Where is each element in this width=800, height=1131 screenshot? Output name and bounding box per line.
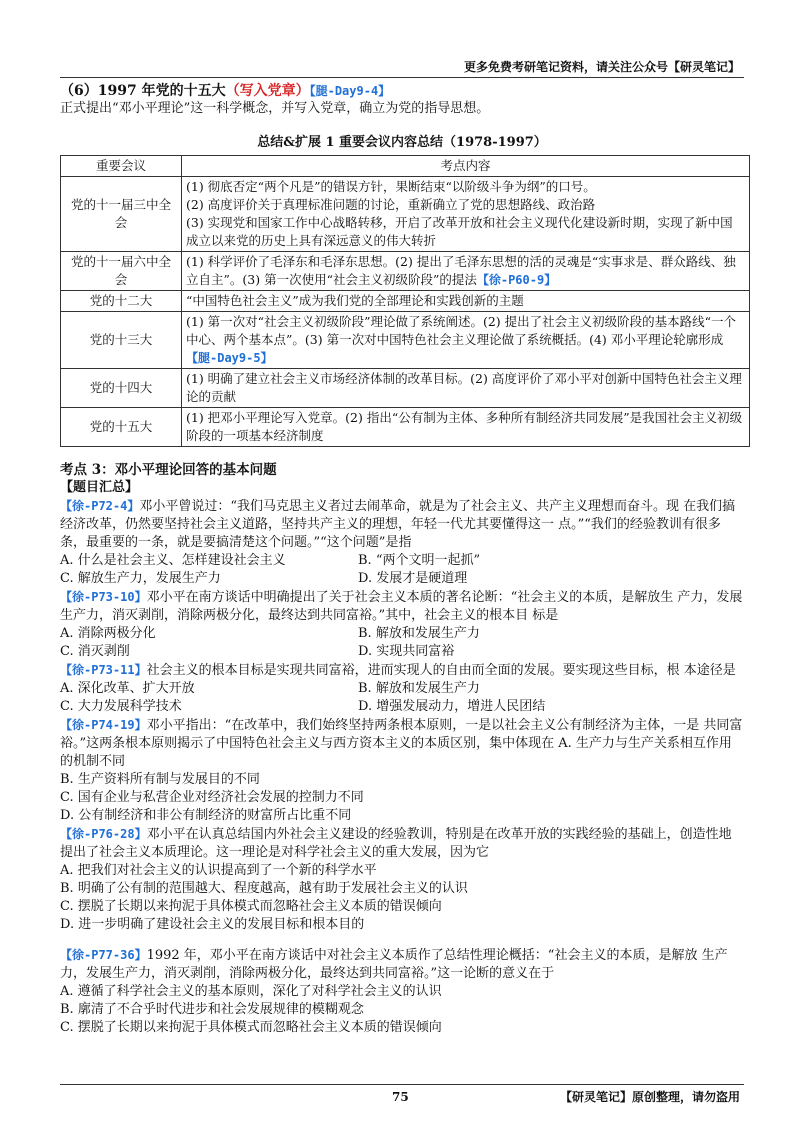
content-cell [182,252,750,291]
answer-option[interactable]: B. 廓清了不合乎时代进步和社会发展规律的模糊观念 [60,1002,364,1017]
question-item [60,497,744,588]
intro-body: 正式提出“邓小平理论”这一科学概念，并写入党章，确立为党的指导思想。 [60,101,490,116]
intro-title-tag: 【腿-Day9-4】 [309,84,391,98]
question-text: 社会主义的根本目标是实现共同富裕，进而实现人的自由而全面的发展。要实现这些目标，根 本途径是 [146,663,736,678]
answer-option[interactable]: C. 消灭剥削 [60,644,130,659]
meeting-cell: 党的十一届六中全会 [61,252,182,291]
question-stem [60,661,744,680]
question-stem [60,588,744,625]
answer-option[interactable]: B. “两个文明一起抓” [358,553,481,568]
page-header-note: 更多免费考研笔记资料，请关注公众号【研灵笔记】 [463,60,740,74]
meeting-cell: 党的十三大 [61,312,182,369]
answer-option[interactable]: A. 把我们对社会主义的认识提高到了一个新的科学水平 [60,863,377,878]
answer-option[interactable]: B. 解放和发展生产力 [358,681,480,696]
question-item [60,825,744,934]
content-line: (1) 明确了建立社会主义市场经济体制的改革目标。(2) 高度评价了邓小平对创新中国特色社会主义理论的贡献 [186,371,742,404]
question-tag: 【徐-P74-19】 [60,718,147,732]
intro-title-prefix: （6）1997 年党的十五大 [60,83,226,99]
source-tag: 【腿-Day9-5】 [186,351,273,365]
table-row [61,312,750,369]
section-subtitle: 【题目汇总】 [60,480,139,495]
meeting-cell: 党的十四大 [61,369,182,408]
question-text: 邓小平指出：“在改革中，我们始终坚持两条根本原则，一是以社会主义公有制经济为主体，一是 共同富裕。”这两条根本原则揭示了中国特色社会主义与西方资本主义的本质区别，集中体现在 A. 生产力与生产关系相互作用的机制不同 [60,718,743,769]
content-line: (1) 科学评价了毛泽东和毛泽东思想。(2) 提出了毛泽东思想的活的灵魂是“实事求是、群众路线、独立自主”。(3) 第一次使用“社会主义初级阶段”的提法 [186,254,736,287]
question-tag: 【徐-P73-10】 [60,590,147,604]
answer-option[interactable]: D. 公有制经济和非公有制经济的财富所占比重不同 [60,808,352,823]
section-title: 考点 3：邓小平理论回答的基本问题 [60,462,277,478]
table-row [61,408,750,447]
question-tag: 【徐-P77-36】 [60,948,147,962]
meetings-table [60,155,750,447]
content-line: (1) 把邓小平理论写入党章。(2) 指出“公有制为主体、多种所有制经济共同发展”是我国社会主义初级阶段的一项基本经济制度 [186,410,743,443]
question-tag: 【徐-P76-28】 [60,827,147,841]
table-title: 总结&扩展 1 重要会议内容总结（1978-1997） [257,135,547,150]
footer-note: 【研灵笔记】原创整理，请勿盗用 [559,1090,740,1104]
question-item [60,661,744,716]
option-row [60,552,744,570]
table-row [61,177,750,252]
content-cell [182,177,750,252]
option-row [60,643,744,661]
intro-title-red: （写入党章） [225,83,310,99]
question-stem [60,825,744,862]
question-item [60,946,744,1037]
answer-option[interactable]: A. 消除两极分化 [60,626,156,641]
question-text: 邓小平在认真总结国内外社会主义建设的经验教训，特别是在改革开放的实践经验的基础上，创造性地提出了社会主义本质理论。这一理论是对科学社会主义的重大发展，因为它 [60,827,732,860]
option-row [60,698,744,716]
content-line: (1) 第一次对“社会主义初级阶段”理论做了系统阐述。(2) 提出了社会主义初级阶段的基本路线“一个中心、两个基本点”。(3) 第一次对中国特色社会主义理论做了系统概括。(4) 邓小平理论轮廓形成 [186,314,737,347]
answer-option[interactable]: A. 什么是社会主义、怎样建设社会主义 [60,553,286,568]
answer-option[interactable]: C. 摆脱了长期以来拘泥于具体模式而忽略社会主义本质的错误倾向 [60,1020,442,1035]
answer-option[interactable]: C. 大力发展科学技术 [60,699,182,714]
answer-option[interactable]: A. 深化改革、扩大开放 [60,681,195,696]
page-number: 75 [392,1090,409,1104]
table-row [61,369,750,408]
option-row [60,680,744,698]
table-header-row [61,156,750,177]
page-content [60,82,744,1037]
question-item [60,716,744,825]
content-line: (3) 实现党和国家工作中心战略转移，开启了改革开放和社会主义现代化建设新时期，实现了新中国成立以来党的历史上具有深远意义的伟大转折 [186,215,733,248]
question-stem [60,946,744,983]
question-list [60,497,744,1037]
col-meeting-header: 重要会议 [61,156,182,177]
answer-option[interactable]: C. 国有企业与私营企业对经济社会发展的控制力不同 [60,790,364,805]
source-tag: 【徐-P60-9】 [476,273,557,287]
answer-option[interactable]: D. 进一步明确了建设社会主义的发展目标和根本目的 [60,917,365,932]
header-rule [60,77,744,78]
option-row [60,570,744,588]
option-row [60,625,744,643]
table-row [61,291,750,312]
answer-option[interactable]: C. 摆脱了长期以来拘泥于具体模式而忽略社会主义本质的错误倾向 [60,899,442,914]
content-line: “中国特色社会主义”成为我们党的全部理论和实践创新的主题 [186,293,524,308]
content-line: (2) 高度评价关于真理标准问题的讨论，重新确立了党的思想路线、政治路 [186,197,596,212]
content-cell [182,369,750,408]
answer-option[interactable]: D. 增强发展动力，增进人民团结 [358,699,546,714]
meeting-cell: 党的十一届三中全会 [61,177,182,252]
footer-rule [60,1084,744,1085]
content-cell [182,312,750,369]
question-stem [60,497,744,552]
intro-title [60,82,744,100]
meeting-cell: 党的十二大 [61,291,182,312]
question-tag: 【徐-P72-4】 [60,499,140,513]
question-tag: 【徐-P73-11】 [60,663,147,677]
answer-option[interactable]: D. 实现共同富裕 [358,644,455,659]
col-content-header: 考点内容 [182,156,750,177]
content-line: (1) 彻底否定“两个凡是”的错误方针，果断结束“以阶级斗争为纲”的口号。 [186,179,596,194]
question-text: 邓小平在南方谈话中明确提出了关于社会主义本质的著名论断：“社会主义的本质，是解放生 产力，发展生产力，消灭剥削，消除两极分化，最终达到共同富裕。”其中，社会主义的根本目 标是 [60,590,743,623]
question-item [60,588,744,661]
answer-option[interactable]: B. 明确了公有制的范围越大、程度越高，越有助于发展社会主义的认识 [60,881,468,896]
answer-option[interactable]: A. 遵循了科学社会主义的基本原则，深化了对科学社会主义的认识 [60,984,442,999]
question-text: 1992 年，邓小平在南方谈话中对社会主义本质作了总结性理论概括：“社会主义的本质，是解放 生产力，发展生产力，消灭剥削，消除两极分化，最终达到共同富裕。”这一论断的意义在于 [60,948,728,981]
table-row [61,252,750,291]
answer-option[interactable]: D. 发展才是硬道理 [358,571,468,586]
meeting-cell: 党的十五大 [61,408,182,447]
content-cell [182,291,750,312]
answer-option[interactable]: B. 解放和发展生产力 [358,626,480,641]
content-cell [182,408,750,447]
question-text: 邓小平曾说过：“我们马克思主义者过去闹革命，就是为了社会主义、共产主义理想而奋斗。现 在我们搞经济改革，仍然要坚持社会主义道路，坚持共产主义的理想，年轻一代尤其要懂得这一 点。”“我们的经验教训有很多条，最重要的一条，就是要搞清楚这个问题。”“这个问题”是指 [60,499,736,550]
answer-option[interactable]: B. 生产资料所有制与发展目的不同 [60,772,260,787]
answer-option[interactable]: C. 解放生产力，发展生产力 [60,571,221,586]
question-stem [60,716,744,771]
